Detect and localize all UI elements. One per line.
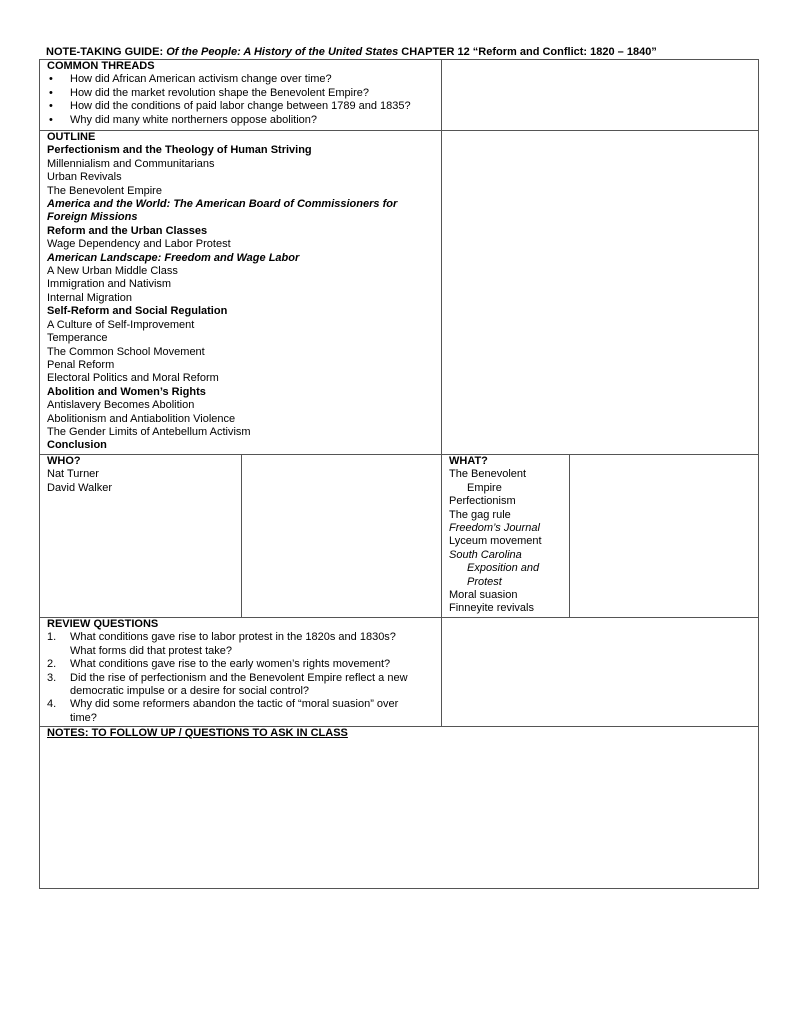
common-threads-list [47, 73, 434, 127]
what-header: WHAT? [449, 455, 488, 467]
common-threads-cell [40, 60, 442, 130]
who-cell [40, 455, 242, 617]
question-number: 1. [47, 631, 57, 644]
outline-item: A Culture of Self-Improvement [47, 318, 195, 331]
outline-item: Millennialism and Communitarians [47, 157, 215, 170]
what-item: Perfectionism [449, 495, 516, 508]
outline-row [40, 130, 758, 454]
outline-item: Foreign Missions [47, 211, 138, 224]
common-threads-notes-cell[interactable] [442, 60, 758, 130]
page-title: NOTE-TAKING GUIDE: Of the People: A History of the United States CHAPTER 12 “Reform and Conflict: 1820 – 1840” [46, 46, 657, 58]
outline-item: Self-Reform and Social Regulation [47, 305, 228, 318]
outline-item: Antislavery Becomes Abolition [47, 399, 195, 412]
common-thread-item: • How did the conditions of paid labor change between 1789 and 1835? [47, 100, 434, 113]
question-line: democratic impulse or a desire for social control? [70, 685, 310, 698]
question-number: 2. [47, 658, 57, 671]
who-list [47, 468, 234, 495]
question-line: What conditions gave rise to labor protest in the 1820s and 1830s? [70, 631, 396, 644]
outline-item: American Landscape: Freedom and Wage Labor [47, 251, 300, 264]
what-item: Finneyite revivals [449, 602, 534, 615]
review-question [47, 698, 434, 725]
what-item: Exposition and [467, 562, 540, 575]
common-thread-item: • Why did many white northerners oppose abolition? [47, 114, 434, 127]
what-item: Protest [467, 575, 502, 588]
outline-item: Penal Reform [47, 358, 115, 371]
outline-item: Temperance [47, 332, 108, 345]
outline-list [47, 144, 434, 452]
question-line: What conditions gave rise to the early women’s rights movement? [70, 658, 391, 671]
review-notes-cell[interactable] [442, 618, 758, 726]
question-number: 4. [47, 698, 57, 711]
what-list [449, 468, 562, 615]
outline-item: The Benevolent Empire [47, 184, 162, 197]
outline-item: Perfectionism and the Theology of Human Striving [47, 144, 312, 157]
question-line: What forms did that protest take? [70, 644, 233, 657]
what-item: The Benevolent [449, 468, 527, 481]
review-question [47, 631, 434, 658]
common-threads-header: COMMON THREADS [47, 60, 155, 72]
outline-item: Electoral Politics and Moral Reform [47, 372, 219, 385]
what-item: Freedom’s Journal [449, 522, 540, 535]
review-question [47, 672, 434, 699]
outline-notes-cell[interactable] [442, 131, 758, 454]
what-item: Lyceum movement [449, 535, 542, 548]
question-line: Did the rise of perfectionism and the Benevolent Empire reflect a new [70, 671, 408, 684]
notes-header: NOTES: TO FOLLOW UP / QUESTIONS TO ASK IN CLASS [47, 727, 348, 739]
outline-item: A New Urban Middle Class [47, 265, 178, 278]
what-item: Moral suasion [449, 589, 518, 602]
who-header: WHO? [47, 455, 81, 467]
who-notes-cell[interactable] [242, 455, 442, 617]
what-item: Empire [467, 481, 502, 494]
outline-item: Abolitionism and Antiabolition Violence [47, 412, 236, 425]
outline-item: The Common School Movement [47, 345, 205, 358]
outline-item: Internal Migration [47, 291, 132, 304]
question-number: 3. [47, 671, 57, 684]
review-question [47, 658, 434, 671]
outline-item: Wage Dependency and Labor Protest [47, 238, 231, 251]
outline-item: The Gender Limits of Antebellum Activism [47, 425, 251, 438]
notes-cell[interactable] [40, 727, 758, 888]
review-header: REVIEW QUESTIONS [47, 618, 159, 630]
question-line: Why did some reformers abandon the tactic of “moral suasion” over [70, 698, 399, 711]
outline-item: Conclusion [47, 439, 107, 452]
who-what-row [40, 454, 758, 617]
what-item: South Carolina [449, 548, 522, 561]
outline-item: Reform and the Urban Classes [47, 224, 208, 237]
question-line: time? [70, 711, 97, 724]
outline-header: OUTLINE [47, 131, 96, 143]
review-list [47, 631, 434, 725]
review-cell [40, 618, 442, 726]
common-thread-item: • How did the market revolution shape the Benevolent Empire? [47, 87, 434, 100]
what-item: The gag rule [449, 508, 511, 521]
outline-item: Immigration and Nativism [47, 278, 172, 291]
what-cell [442, 455, 570, 617]
outline-cell [40, 131, 442, 454]
who-item: Nat Turner [47, 468, 99, 481]
note-taking-table [39, 59, 759, 889]
notes-row [40, 726, 758, 888]
review-row [40, 617, 758, 726]
what-notes-cell[interactable] [570, 455, 758, 617]
common-threads-row [40, 60, 758, 130]
common-thread-item: • How did African American activism change over time? [47, 73, 434, 86]
outline-item: Abolition and Women’s Rights [47, 385, 206, 398]
who-item: David Walker [47, 481, 112, 494]
outline-item: America and the World: The American Board of Commissioners for [47, 198, 398, 211]
outline-item: Urban Revivals [47, 171, 122, 184]
